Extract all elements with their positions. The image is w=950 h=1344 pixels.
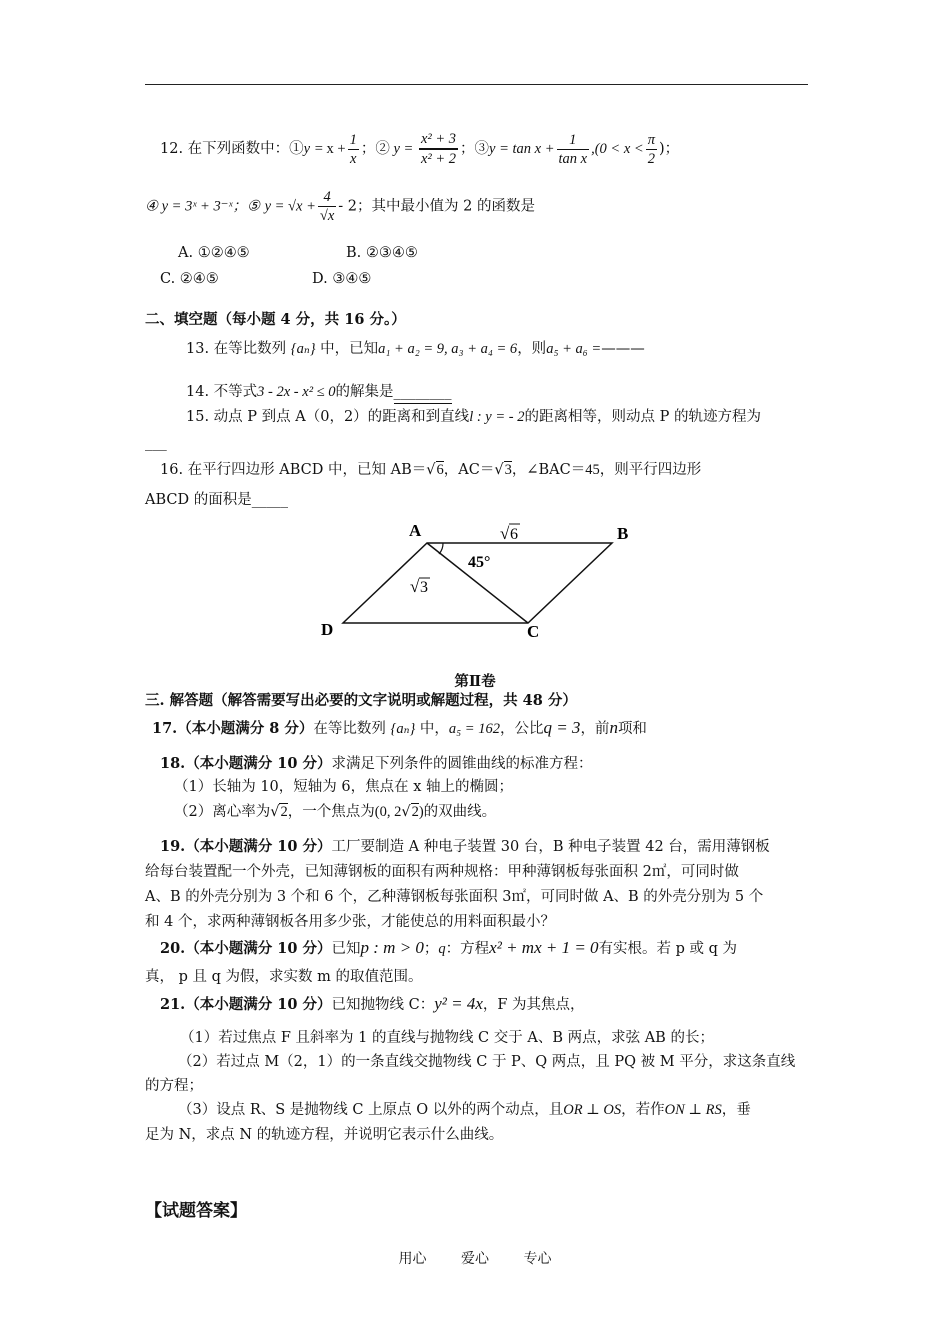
q21-part2-cont: 的方程； (145, 1078, 203, 1094)
q20-line1: 20.（本小题满分 10 分）已知p : m > 0；q：方程x² + mx + 1 = 0有实根。若 p 或 q 为 (160, 938, 738, 957)
q12-options-row2 (160, 268, 823, 290)
fraction: $\frac{1}{x}$ (349, 131, 357, 167)
q16: 16. 在平行四边形 ABCD 中，已知 AB＝√6，AC＝√3，∠BAC＝45，则平行四边形 (160, 462, 702, 478)
part2-title: 第Ⅱ卷 (454, 673, 496, 690)
vertex-d: D (321, 620, 334, 639)
q21-part3-cont: 足为 N，求点 N 的轨迹方程，并说明它表示什么曲线。 (145, 1127, 504, 1143)
label-ac: 3 (420, 579, 428, 596)
q12-line1: 12. 在下列函数中：①y = x + $\frac{1}{x}$ ；② y = $\frac{\text{x² + 3}}{\text{x² + 2}}$ ；③y = tan x + $\frac{1}{\text{tan x}}$ ,(0 < x < $\frac{\pi}{2}$ )； (160, 131, 680, 167)
q21-part3: （3）设点 R、S 是抛物线 C 上原点 O 以外的两个动点，且OR ⊥ OS，若作ON ⊥ RS，垂 (178, 1102, 751, 1118)
angle-label: 45° (468, 554, 491, 571)
q18-part2: （2）离心率为√2，一个焦点为(0, 2√2)的双曲线。 (174, 804, 497, 820)
fraction: $\frac{4}{√x}$ (319, 189, 335, 224)
q14: 14. 不等式3 - 2x - x² ≤ 0的解集是________ (186, 381, 806, 404)
fraction: $\frac{1}{\text{tan x}}$ (558, 131, 588, 167)
label-ab: 6 (510, 526, 518, 543)
page-footer: 用心 爱心 专心 (398, 1251, 552, 1267)
q12-line2: ④ y = 3ˣ + 3⁻ˣ；⑤ y = √x + $\frac{4}{√x}$ - 2；其中最小值为 2 的函数是 (145, 189, 535, 224)
label-ab-root: √ (500, 524, 510, 543)
header-rule (145, 84, 808, 85)
q18: 18.（本小题满分 10 分）求满足下列条件的圆锥曲线的标准方程： (160, 755, 593, 772)
q13: 13. 在等比数列 {aₙ} 中，已知a₁ + a₂ = 9, a₃ + a₄ = 6，则a₅ + a₆ =——— (186, 341, 645, 357)
q16-line2: ABCD 的面积是_____ (145, 492, 288, 508)
fraction: $\frac{\pi}{2}$ (647, 131, 655, 167)
section3-heading: 三. 解答题（解答需要写出必要的文字说明或解题过程，共 48 分） (145, 692, 577, 709)
option-d: D. ③④⑤ (312, 271, 372, 287)
q21-part1: （1）若过焦点 F 且斜率为 1 的直线与抛物线 C 交于 A、B 两点，求弦 AB 的长； (180, 1030, 714, 1046)
parallelogram-figure (315, 518, 645, 640)
q19-line1: 19.（本小题满分 10 分）工厂要制造 A 种电子装置 30 台，B 种电子装置 42 台，需用薄钢板 (160, 838, 770, 855)
fraction: $\frac{\text{x² + 3}}{\text{x² + 2}}$ (420, 131, 457, 167)
q21-part2: （2）若过点 M（2，1）的一条直线交抛物线 C 于 P、Q 两点，且 PQ 被 M 平分，求这条直线 (178, 1054, 796, 1070)
q19-line4: 和 4 个，求两种薄钢板各用多少张，才能使总的用料面积最小？ (145, 914, 555, 930)
q15-blank: ___ (145, 435, 167, 451)
q19-line2: 给每台装置配一个外壳，已知薄钢板的面积有两种规格：甲种薄钢板每张面积 2㎡，可同时做 (145, 864, 739, 880)
answer-heading: 【试题答案】 (145, 1201, 247, 1221)
q12-options-row1 (178, 242, 841, 264)
q20-line2: 真， p 且 q 为假，求实数 m 的取值范围。 (145, 969, 423, 985)
vertex-b: B (617, 524, 629, 543)
q18-part1: （1）长轴为 10，短轴为 6，焦点在 x 轴上的椭圆； (174, 779, 514, 795)
option-c: C. ②④⑤ (160, 271, 219, 287)
angle-arc (439, 543, 443, 554)
q15: 15. 动点 P 到点 A（0，2）的距离和到直线l : y = - 2的距离相等，则动点 P 的轨迹方程为 (186, 409, 761, 425)
q17: 17.（本小题满分 8 分）在等比数列 {aₙ} 中，a₅ = 162，公比q = 3，前n项和 (152, 718, 647, 737)
section2-title: 二、填空题（每小题 4 分，共 16 分。） (145, 311, 406, 328)
option-b: B. ②③④⑤ (346, 245, 418, 261)
vertex-a: A (409, 521, 422, 540)
q21-line1: 21.（本小题满分 10 分）已知抛物线 C：y² = 4x，F 为其焦点， (160, 994, 585, 1013)
vertex-c: C (527, 622, 540, 640)
q19-line3: A、B 的外壳分别为 3 个和 6 个，乙种薄钢板每张面积 3㎡，可同时做 A、B 的外壳分别为 5 个 (145, 889, 764, 905)
label-ac-root: √ (410, 577, 420, 596)
option-a: A. ①②④⑤ (178, 245, 250, 261)
